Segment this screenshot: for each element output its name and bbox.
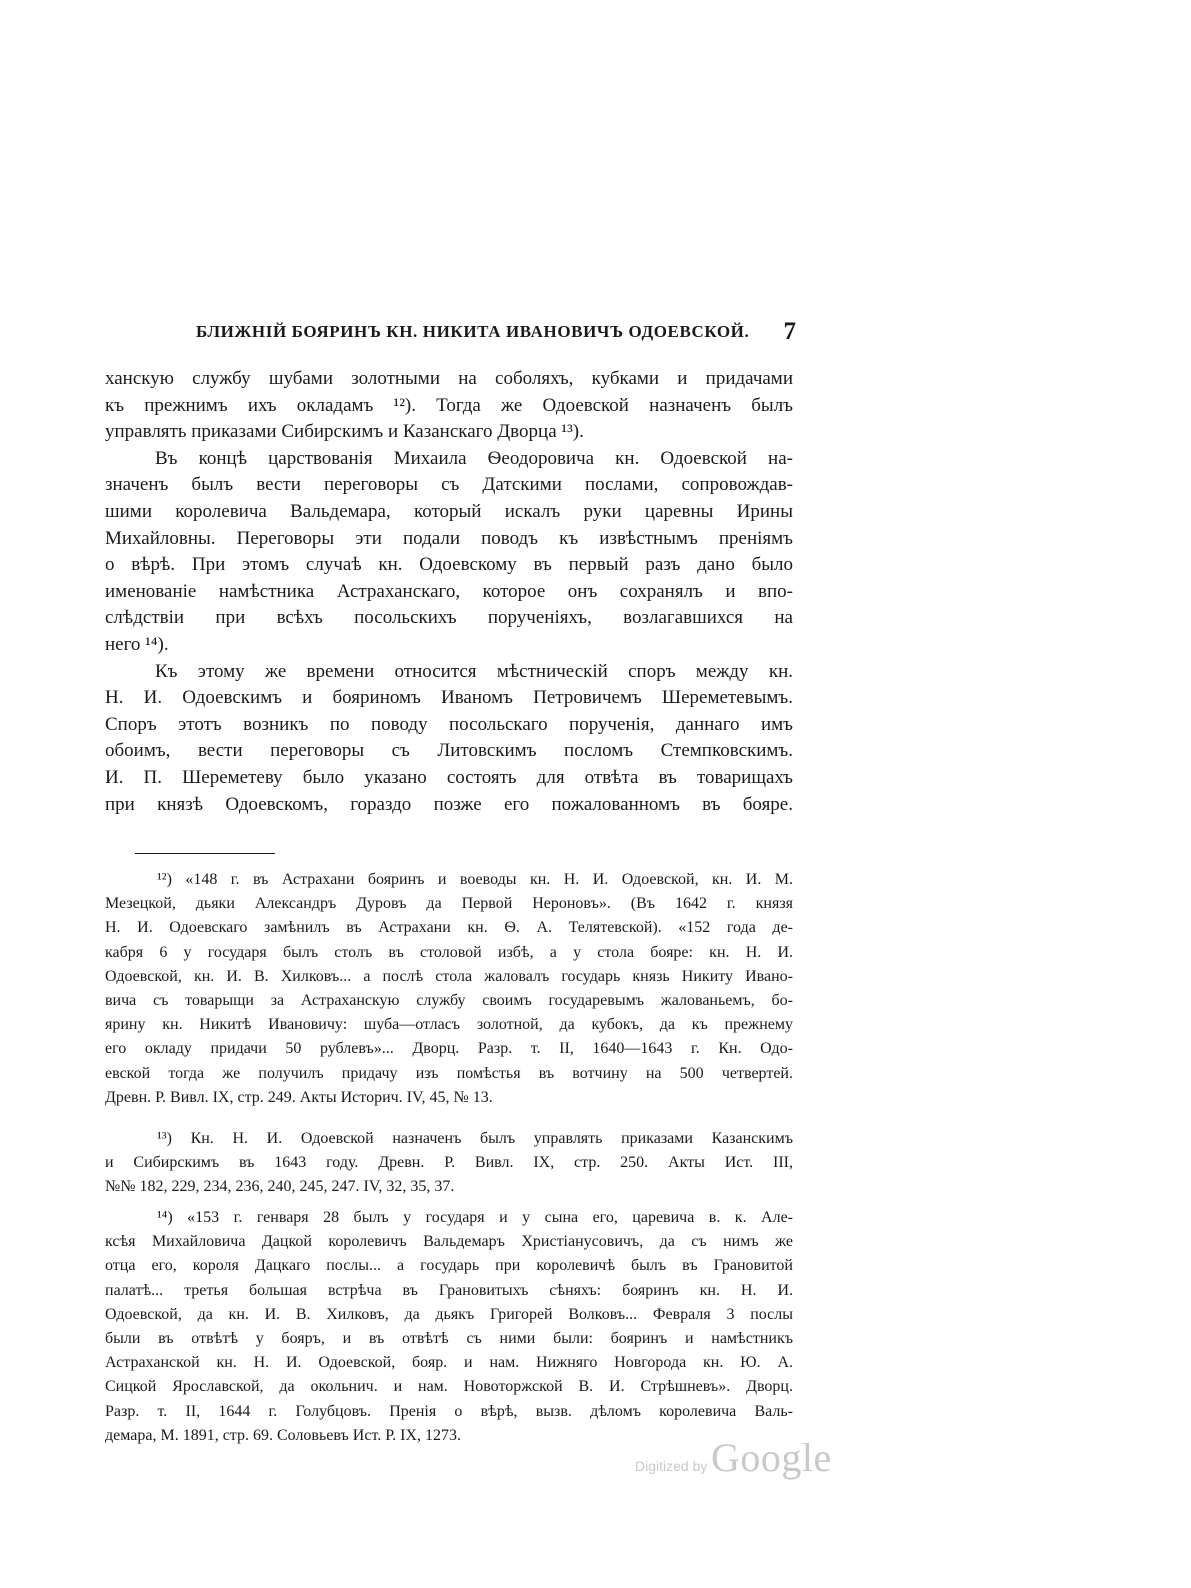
- text-line: Въ концѣ царствованія Михаила Ѳеодоровича кн. Одоевской на-: [155, 447, 793, 469]
- footnote-line: демара, М. 1891, стр. 69. Соловьевъ Ист. Р. IX, 1273.: [105, 1426, 462, 1444]
- footnote-line: и Сибирскимъ въ 1643 году. Древн. Р. Вивл. IX, стр. 250. Акты Ист. III,: [105, 1154, 793, 1172]
- text-line: Михайловны. Переговоры эти подали поводъ къ извѣстнымъ преніямъ: [105, 527, 793, 549]
- footnote-line: №№ 182, 229, 234, 236, 240, 245, 247. IV, 32, 35, 37.: [105, 1178, 455, 1196]
- text-line: Къ этому же времени относится мѣстническій споръ между кн.: [155, 660, 793, 682]
- footnote-line: Астраханской кн. Н. И. Одоевской, бояр. и нам. Нижняго Новгорода кн. Ю. А.: [105, 1354, 793, 1372]
- page-number: 7: [783, 318, 796, 345]
- watermark-prefix: Digitized by: [635, 1458, 708, 1474]
- footnote-line: отца его, короля Дацкаго послы... а государь при королевичѣ былъ въ Грановитой: [105, 1257, 793, 1275]
- digitized-watermark: [635, 1435, 835, 1490]
- text-line: обоимъ, вести переговоры съ Литовскимъ посломъ Стемпковскимъ.: [105, 740, 793, 762]
- footnote-line: были въ отвѣтѣ у бояръ, и въ отвѣтѣ съ ними были: бояринъ и намѣстникъ: [105, 1329, 793, 1347]
- text-line: управлять приказами Сибирскимъ и Казанскаго Дворца ¹³).: [105, 421, 584, 443]
- text-line: шими королевича Вальдемара, который искалъ руки царевны Ирины: [105, 500, 793, 522]
- footnote-line: Древн. Р. Вивл. IX, стр. 249. Акты Историч. IV, 45, № 13.: [105, 1088, 493, 1106]
- footnote-line: Одоевской, кн. И. В. Хилковъ... а послѣ стола жаловалъ государь князь Никиту Ивано-: [105, 967, 793, 985]
- footnote-12: [105, 868, 793, 1110]
- footnote-line: Н. И. Одоевскаго замѣнилъ въ Астрахани кн. Ѳ. А. Телятевской). «152 года де-: [105, 919, 793, 937]
- footnote-line: палатѣ... третья большая встрѣча въ Грановитыхъ сѣняхъ: бояринъ кн. Н. И.: [105, 1281, 793, 1299]
- footnote-line: ярину кн. Никитѣ Ивановичу: шуба—отласъ золотной, да кубокъ, да къ прежнему: [105, 1016, 793, 1034]
- footnote-line: евской тогда же получилъ придачу изъ помѣстья въ вотчину на 500 четвертей.: [105, 1064, 793, 1082]
- text-line: него ¹⁴).: [105, 633, 169, 655]
- text-line: значенъ былъ вести переговоры съ Датскими послами, сопровождав-: [105, 474, 793, 496]
- footnote-14: [105, 1206, 793, 1448]
- text-line: И. П. Шереметеву было указано состоять для отвѣта въ товарищахъ: [105, 766, 793, 788]
- text-line: Споръ этотъ возникъ по поводу посольскаго порученія, даннаго имъ: [105, 713, 793, 735]
- footnote-line: ¹³) Кн. Н. И. Одоевской назначенъ былъ управлять приказами Казанскимъ: [157, 1130, 793, 1147]
- footnote-line: ксѣя Михайловича Дацкой королевичъ Вальдемаръ Христіанусовичъ, да съ нимъ же: [105, 1233, 793, 1251]
- text-line: Н. И. Одоевскимъ и бояриномъ Иваномъ Петровичемъ Шереметевымъ.: [105, 687, 793, 709]
- footnote-line: ¹²) «148 г. въ Астрахани бояринъ и воеводы кн. Н. И. Одоевской, кн. И. М.: [157, 871, 793, 888]
- footnote-line: ¹⁴) «153 г. генваря 28 былъ у государя и у сына его, царевича в. к. Але-: [157, 1209, 793, 1226]
- footnote-separator: [135, 853, 275, 854]
- text-line: при князѣ Одоевскомъ, гораздо позже его пожалованномъ въ бояре.: [105, 793, 793, 815]
- text-line: ханскую службу шубами золотными на соболяхъ, кубками и придачами: [105, 368, 793, 389]
- page-header: [196, 318, 796, 352]
- text-line: слѣдствіи при всѣхъ посольскихъ порученіяхъ, возлагавшихся на: [105, 607, 793, 629]
- footnote-line: вича съ товарыщи за Астраханскую службу своимъ государевымъ жалованьемъ, бо-: [105, 991, 793, 1009]
- footnote-line: его окладу придачи 50 рублевъ»... Дворц. Разр. т. II, 1640—1643 г. Кн. Одо-: [105, 1040, 793, 1058]
- google-logo: Google: [711, 1435, 832, 1480]
- main-text: [105, 366, 793, 818]
- footnote-line: Мезецкой, дьяки Александръ Дуровъ да Первой Нероновъ». (Въ 1642 г. князя: [105, 895, 793, 913]
- footnote-line: Разр. т. II, 1644 г. Голубцовъ. Пренія о вѣрѣ, вызв. дѣломъ королевича Валь-: [105, 1402, 793, 1420]
- text-line: о вѣрѣ. При этомъ случаѣ кн. Одоевскому въ первый разъ дано было: [105, 554, 793, 576]
- footnote-13: [105, 1127, 793, 1200]
- text-line: къ прежнимъ ихъ окладамъ ¹²). Тогда же Одоевской назначенъ былъ: [105, 394, 793, 416]
- text-line: именованіе намѣстника Астраханскаго, которое онъ сохранялъ и впо-: [105, 580, 793, 602]
- running-head: БЛИЖНІЙ БОЯРИНЪ КН. НИКИТА ИВАНОВИЧЪ ОДОЕВСКОЙ.: [196, 322, 750, 341]
- footnote-line: Одоевской, да кн. И. В. Хилковъ, да дьякъ Григорей Волковъ... Февраля 3 послы: [105, 1305, 793, 1323]
- footnote-line: кабря 6 у государя былъ столъ въ столовой избѣ, а у стола бояре: кн. Н. И.: [105, 943, 793, 961]
- footnote-line: Сицкой Ярославской, да окольнич. и нам. Новоторжской В. И. Стрѣшневъ». Дворц.: [105, 1378, 793, 1396]
